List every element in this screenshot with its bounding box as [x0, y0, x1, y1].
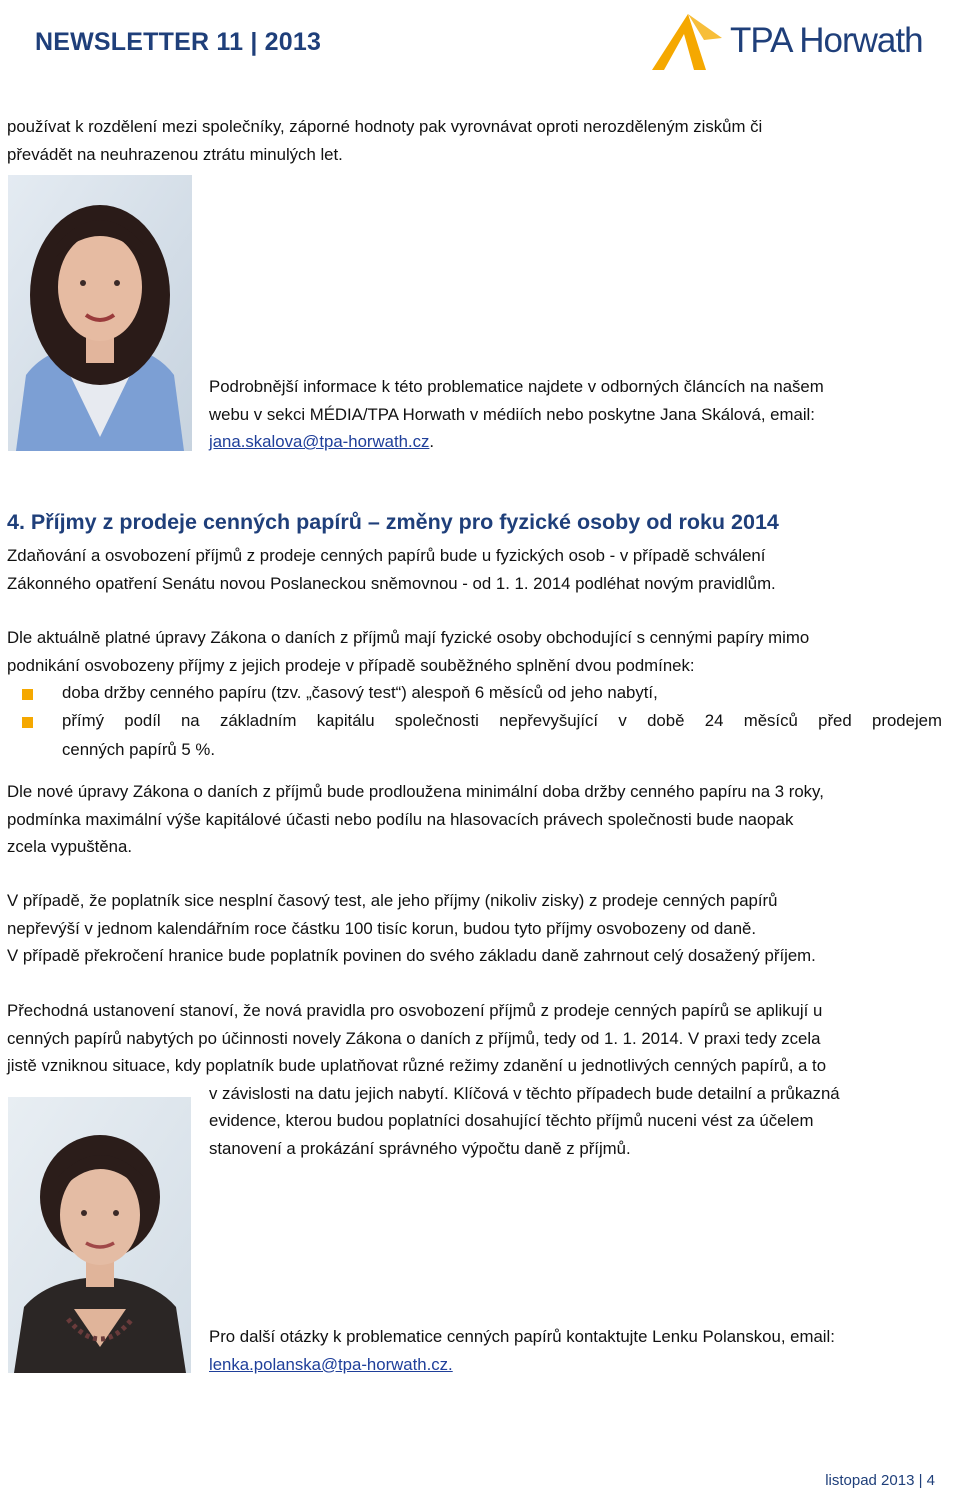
contact-line: webu v sekci MÉDIA/TPA Horwath v médiích nebo poskytne Jana Skálová, email: [209, 404, 815, 424]
list-item-continuation: cenných papírů 5 %. [62, 740, 215, 759]
portrait-photo-lenka-polanska [8, 1097, 191, 1373]
paragraph-line: podnikání osvobozeny příjmy z jejich prodeje v případě souběžného splnění dvou podmínek: [7, 655, 695, 675]
logo-text: TPA Horwath [730, 21, 923, 60]
portrait-photo-jana-skalova [8, 175, 192, 451]
paragraph-line: Přechodná ustanovení stanoví, že nová pravidla pro osvobození příjmů z prodeje cenných papírů se aplikují u [7, 1001, 823, 1020]
conditions-list [0, 679, 960, 769]
paragraph-line: podmínka maximální výše kapitálové účasti nebo podílu na hlasovacích právech společnosti bude naopak [7, 809, 794, 829]
contact-paragraph-2 [209, 1323, 949, 1378]
intro-paragraph [7, 113, 957, 168]
paragraph-line: cenných papírů nabytých po účinnosti novely Zákona o daních z příjmů, tedy od 1. 1. 2014. V praxi tedy zcela [7, 1028, 821, 1048]
page-footer: listopad 2013 | 4 [825, 1472, 935, 1489]
paragraph-line: Dle aktuálně platné úpravy Zákona o daních z příjmů mají fyzické osoby obchodující s cennými papíry mimo [7, 628, 810, 647]
bullet-icon [22, 689, 33, 700]
paragraph-line: Dle nové úpravy Zákona o daních z příjmů bude prodloužena minimální doba držby cenného papíru na 3 roky, [7, 782, 824, 801]
paragraph-line: evidence, kterou budou poplatníci dosahující těchto příjmů nuceni vést za účelem [209, 1111, 814, 1130]
section-4-heading: 4. Příjmy z prodeje cenných papírů – změny pro fyzické osoby od roku 2014 [7, 510, 779, 534]
section-4-paragraph-4 [7, 887, 957, 970]
contact-line: Pro další otázky k problematice cenných papírů kontaktujte Lenku Polanskou, email: [209, 1327, 835, 1346]
tpa-horwath-logo [648, 10, 948, 72]
contact-line: Podrobnější informace k této problematice najdete v odborných článcích na našem [209, 377, 824, 396]
email-link-lenka-polanska[interactable]: lenka.polanska@tpa-horwath.cz. [209, 1354, 453, 1374]
intro-line: používat k rozdělení mezi společníky, záporné hodnoty pak vyrovnávat oproti nerozděleným ziskům či [7, 117, 763, 136]
contact-email-suffix: . [429, 432, 435, 451]
contact-paragraph-1 [209, 373, 949, 456]
section-4-paragraph-3 [7, 778, 957, 861]
list-item: přímý podíl na základním kapitálu společnosti nepřevyšující v době 24 měsíců před prodejem [62, 711, 942, 730]
paragraph-line: Zákonného opatření Senátu novou Poslaneckou sněmovnou - od 1. 1. 2014 podléhat novým pravidlům. [7, 573, 776, 593]
paragraph-line: v závislosti na datu jejich nabytí. Klíčová v těchto případech bude detailní a průkazná [209, 1083, 840, 1103]
logo-mark-icon [648, 10, 728, 72]
paragraph-line: nepřevýší v jednom kalendářním roce částku 100 tisíc korun, budou tyto příjmy osvobozeny od daně. [7, 918, 757, 938]
bullet-icon [22, 717, 33, 728]
list-item: doba držby cenného papíru (tzv. „časový test“) alespoň 6 měsíců od jeho nabytí, [62, 683, 658, 702]
paragraph-line: Zdaňování a osvobození příjmů z prodeje cenných papírů bude u fyzických osob - v případě schválení [7, 546, 766, 565]
contact-email-row [209, 428, 949, 456]
paragraph-line: V případě překročení hranice bude poplatník povinen do svého základu daně zahrnout celý dosažený příjem. [7, 946, 816, 965]
paragraph-line: zcela vypuštěna. [7, 837, 132, 856]
section-4-intro [7, 542, 957, 597]
paragraph-line: stanovení a prokázání správného výpočtu daně z příjmů. [209, 1138, 631, 1158]
paragraph-line: jistě vzniknou situace, kdy poplatník bude uplatňovat různé režimy zdanění u jednotlivých cenných papírů, a to [7, 1056, 827, 1075]
paragraph-line: V případě, že poplatník sice nesplní časový test, ale jeho příjmy (nikoliv zisky) z prodeje cenných papírů [7, 891, 778, 910]
intro-line: převádět na neuhrazenou ztrátu minulých let. [7, 144, 343, 164]
newsletter-title: NEWSLETTER 11 | 2013 [35, 28, 322, 56]
email-link-jana-skalova[interactable]: jana.skalova@tpa-horwath.cz [209, 432, 430, 451]
section-4-paragraph-2 [7, 624, 957, 679]
